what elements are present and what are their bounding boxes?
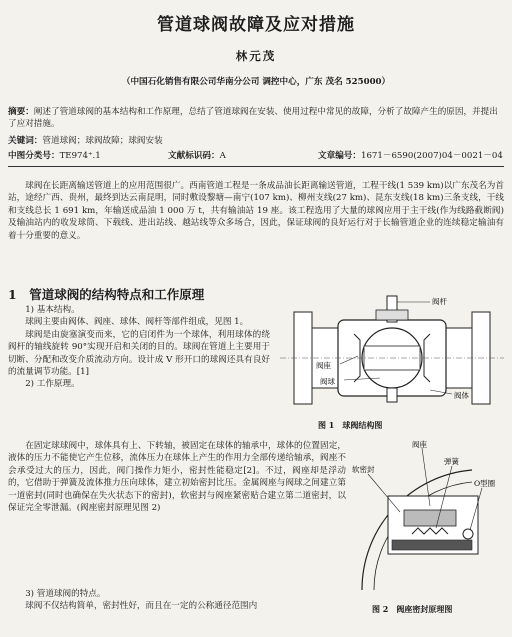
paragraph-structure: 球阀主要由阀体、阀座、球体、阀杆等部件组成，见图 1。 — [25, 317, 249, 328]
fig1-label-stem: 阀杆 — [432, 297, 447, 306]
fig2-label-o-ring: O型圈 — [474, 479, 496, 488]
fig1-label-body: 阀体 — [454, 391, 469, 400]
classification-row — [8, 150, 504, 162]
affiliation: （中国石化销售有限公司华南分公司 调控中心，广东 茂名 525000） — [121, 77, 391, 87]
fig2-label-seat: 阀座 — [412, 440, 427, 449]
clc-label: 中图分类号： — [8, 151, 60, 161]
header-rule — [8, 166, 504, 167]
keywords-label: 关键词： — [8, 136, 43, 146]
fig2-label-spring: 弹簧 — [444, 457, 459, 466]
left-column — [8, 304, 270, 391]
section-heading: 1 管道球阀的结构特点和工作原理 — [8, 287, 205, 302]
author: 林元茂 — [235, 49, 277, 63]
subsection-features — [8, 588, 346, 613]
fig2-caption: 图 2 阀座密封原理图 — [372, 604, 453, 614]
article-no: 1671－6590(2007)04－0021－04 — [360, 151, 503, 161]
subheading-principle: 2) 工作原理。 — [25, 379, 80, 390]
keywords — [8, 135, 504, 147]
abstract — [8, 106, 504, 130]
paragraph-ball-valve: 球阀是由旋塞演变而来，它的启闭件为一个球体，利用球体的绕阀杆的轴线旋转 90°实现开启和关闭的目的。球阀在管道上主要用于切断、分配和改变介质流动方向。设计成 V 形开口的球阀还具有良好的流量调节功能。[1] — [8, 329, 270, 378]
paragraph-features: 球阀不仅结构简单，密封性好，而且在一定的公称通径范围内 — [25, 601, 258, 612]
intro-paragraph: 球阀在长距离输送管道上的应用范围很广。西南管道工程是一条成品油长距离输送管道，工程干线(1 539 km)以广东茂名为首站，途经广西、贵州，最终到达云南昆明，同时敷设黎塘—南宁(107 km)、柳州支线(27 km)、昆东支线(18 km)三条支线，干线和支线总长 1 691 km，年输送成品油 1 000 万 t，共有输油站 19 座。该工程选用了大量的球阀应用于主干线(作为线路截断阀)及输油站内的收发球筒、下载线、进出站线、越站线等众多场合，因此，保证球阀的良好运行对于长输管道企业的连续稳定输油有着十分重要的意义。 — [8, 181, 504, 241]
abstract-text: 阐述了管道球阀的基本结构和工作原理，总结了管道球阀在安装、使用过程中常见的故障，分析了故障产生的原因，并提出了应对措施。 — [8, 107, 498, 129]
article-no-label: 文章编号： — [318, 151, 361, 161]
fig2-label-soft-seal: 软密封 — [352, 465, 375, 474]
doc-code-label: 文献标识码： — [168, 151, 220, 161]
fig1-label-seat: 阀座 — [316, 361, 331, 370]
subheading-features: 3) 管道球阀的特点。 — [25, 589, 106, 599]
subheading-structure: 1) 基本结构。 — [25, 305, 80, 315]
fig1-label-ball: 阀球 — [320, 377, 335, 386]
seat-seal-figure — [352, 440, 504, 600]
ball-valve-structure-figure — [280, 290, 504, 420]
clc-code: TE974⁺.1 — [59, 151, 101, 161]
paper-title: 管道球阀故障及应对措施 — [157, 15, 355, 35]
paragraph-principle: 在固定球球阀中，球体具有上、下转轴，被固定在球体的轴承中，球体的位置固定，液体的压力不能使它产生位移，流体压力在球体上产生的作用力全部传递给轴承，阀座不会承受过大的压力，因此，阀门操作力矩小，密封性能稳定[2]。不过，阀座却是浮动的，它借助于弹簧及流体推力压向球体，建立初始密封比压。金属阀座与阀球之间建立第一道密封(同时也确保在失火状态下的密封)，软密封与阀座紧密贴合建立第二道密封，以保证完全零泄漏。(阀座密封原理见图 2) — [8, 441, 346, 514]
doc-code: A — [219, 151, 226, 161]
fig1-caption: 图 1 球阀结构图 — [318, 420, 383, 430]
keywords-text: 管道球阀；球阀故障；球阀安装 — [42, 136, 163, 146]
abstract-label: 摘要： — [8, 107, 34, 117]
